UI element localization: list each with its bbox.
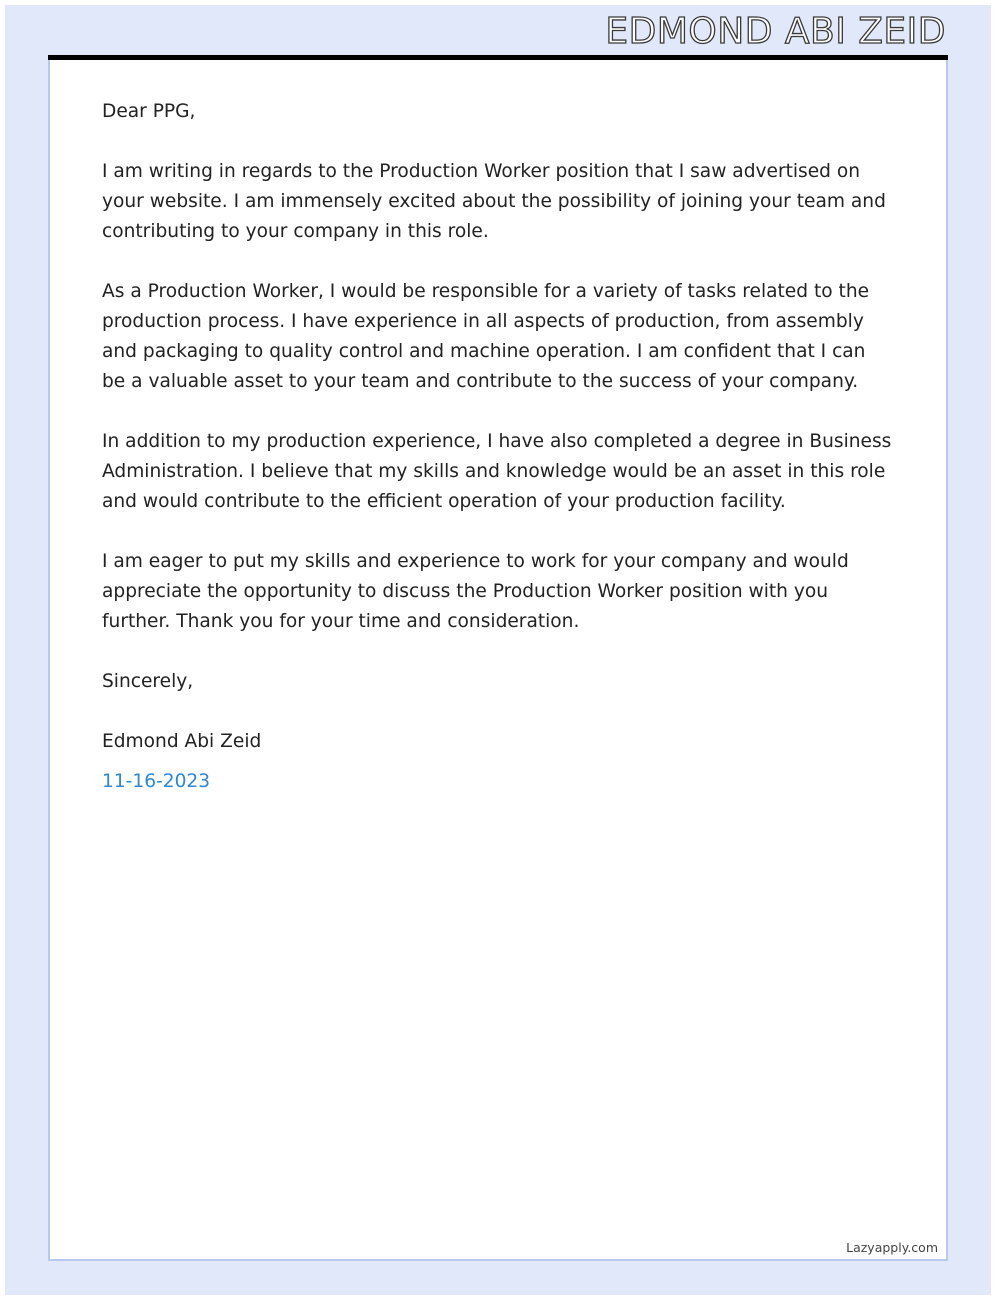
paragraph-4: I am eager to put my skills and experience to work for your company and would appreciate the opportunity to discuss the Production Worker position with you further. Thank you for your time and consideration. (102, 551, 849, 632)
paragraph-2: As a Production Worker, I would be responsible for a variety of tasks related to the production process. I have experience in all aspects of production, from assembly and packaging to quality control and machine operation. I am confident that I can be a valuable asset to your team and contribute to the success of your company. (102, 281, 870, 392)
closing: Sincerely, (102, 671, 194, 692)
paragraph-1: I am writing in regards to the Production Worker position that I saw advertised on your website. I am immensely excited about the possibility of joining your team and contributing to your company in this role. (102, 161, 886, 242)
salutation: Dear PPG, (102, 101, 196, 122)
signature-name: Edmond Abi Zeid (102, 731, 262, 752)
footer-brand: Lazyapply.com (846, 1240, 938, 1255)
applicant-name-header: EDMOND ABI ZEID (605, 11, 946, 52)
paragraph-3: In addition to my production experience, I have also completed a degree in Business Administration. I believe that my skills and knowledge would be an asset in this role and would contribute to the efficient operation of your production facility. (102, 431, 892, 512)
letter-date: 11-16-2023 (102, 771, 211, 792)
letter-page (48, 60, 948, 1261)
letter-body (102, 97, 892, 797)
